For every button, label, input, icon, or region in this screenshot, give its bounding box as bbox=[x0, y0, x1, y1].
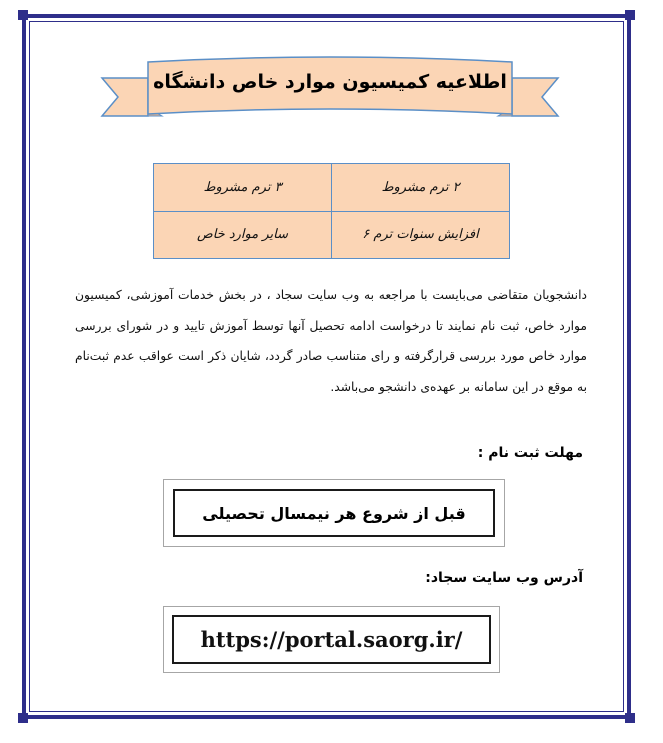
conditions-table bbox=[153, 163, 510, 259]
body-paragraph: دانشجویان متقاضی می‌بایست با مراجعه به وب سایت سجاد ، در بخش خدمات آموزشی، کمیسیون موارد خاص، ثبت نام نمایند تا درخواست ادامه تحصیل آنها توسط آموزش تایید و در شورای بررسی موارد خاص مورد بررسی قرارگرفته و رای متناسب صادر گردد، شایان ذکر است عواقب عدم ثبت‌نام به موقع در این سامانه بر عهده‌ی دانشجو می‌باشد. bbox=[75, 288, 587, 394]
table-row bbox=[154, 164, 510, 212]
table-row bbox=[154, 211, 510, 259]
table-cell: سایر موارد خاص bbox=[154, 211, 332, 259]
table-cell: افزایش سنوات ترم ۶ bbox=[332, 211, 510, 259]
border-corner bbox=[18, 713, 28, 723]
table-cell: ۲ ترم مشروط bbox=[332, 164, 510, 212]
deadline-box bbox=[163, 479, 505, 547]
website-label: آدرس وب سایت سجاد: bbox=[425, 570, 583, 586]
border-corner bbox=[625, 10, 635, 20]
website-url: https://portal.saorg.ir/ bbox=[172, 615, 491, 664]
url-box bbox=[163, 606, 500, 673]
deadline-value: قبل از شروع هر نیمسال تحصیلی bbox=[173, 489, 495, 537]
table-cell: ۳ ترم مشروط bbox=[154, 164, 332, 212]
deadline-label: مهلت ثبت نام : bbox=[477, 445, 583, 461]
page-title: اطلاعیه کمیسیون موارد خاص دانشگاه bbox=[153, 71, 507, 93]
border-corner bbox=[625, 713, 635, 723]
border-corner bbox=[18, 10, 28, 20]
